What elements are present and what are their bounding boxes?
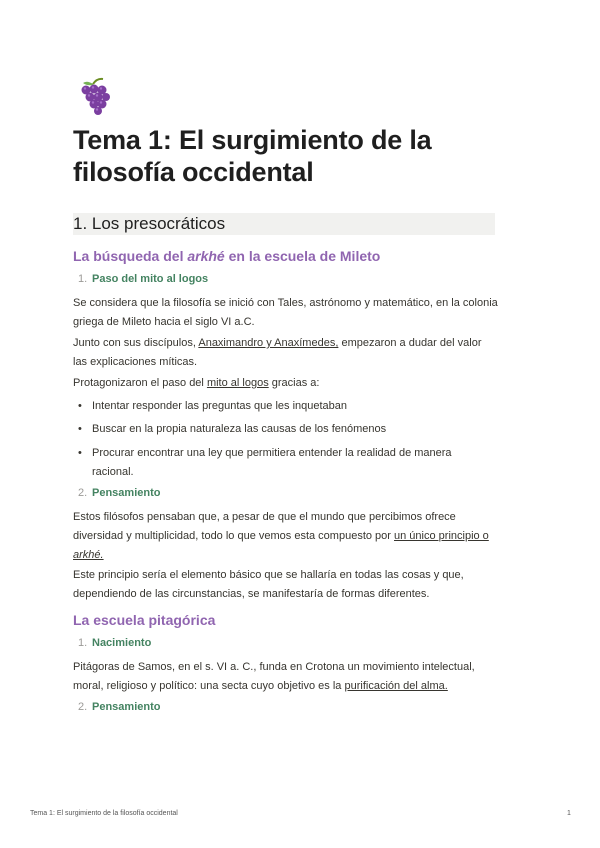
section-heading-presocraticos — [73, 213, 495, 235]
page-title: Tema 1: El surgimiento de la filosofía occidental — [73, 125, 432, 187]
numbered-heading: 1. Paso del mito al logos — [78, 273, 209, 285]
underlined-text: Anaximandro y Anaxímedes, — [198, 337, 339, 349]
underlined-text: un único principio o arkhé. — [73, 530, 489, 561]
numbered-heading: 2. Pensamiento — [78, 701, 161, 713]
paragraph: Junto con sus discípulos, Anaximandro y Anaxímedes, empezaron a dudar del valor las explicaciones míticas. — [73, 337, 482, 368]
underlined-text: purificación del alma. — [344, 680, 448, 692]
paragraph: Este principio sería el elemento básico que se hallaría en todas las cosas y que, dependiendo de las circunstancias, se manifestaría de formas diferentes. — [73, 569, 464, 600]
subsection-heading-mileto: La búsqueda del arkhé en la escuela de Mileto — [73, 248, 381, 264]
numbered-heading: 1. Nacimiento — [78, 637, 152, 649]
footer-title: Tema 1: El surgimiento de la filosofía occidental — [30, 810, 178, 817]
underlined-text: mito al logos — [206, 377, 269, 389]
paragraph: Pitágoras de Samos, en el s. VI a. C., funda en Crotona un movimiento intelectual, moral, religioso y político: una secta cuyo objetivo es la purificación del alma. — [73, 661, 475, 692]
paragraph: Se considera que la filosofía se inició con Tales, astrónomo y matemático, en la colonia griega de Mileto hacia el siglo VI a.C. — [73, 297, 498, 328]
paragraph: Protagonizaron el paso del mito al logos gracias a: — [73, 377, 320, 389]
section-heading-text: 1. Los presocráticos — [73, 214, 226, 233]
numbered-heading: 2. Pensamiento — [78, 487, 161, 499]
subsection-heading-pitagorica: La escuela pitagórica — [73, 612, 216, 628]
grapes-icon — [73, 76, 113, 116]
paragraph: Estos filósofos pensaban que, a pesar de que el mundo que percibimos ofrece diversidad y multiplicidad, todo lo que vemos esta compuesto por un único principio o arkhé. — [73, 511, 489, 561]
page-number: 1 — [567, 810, 571, 817]
